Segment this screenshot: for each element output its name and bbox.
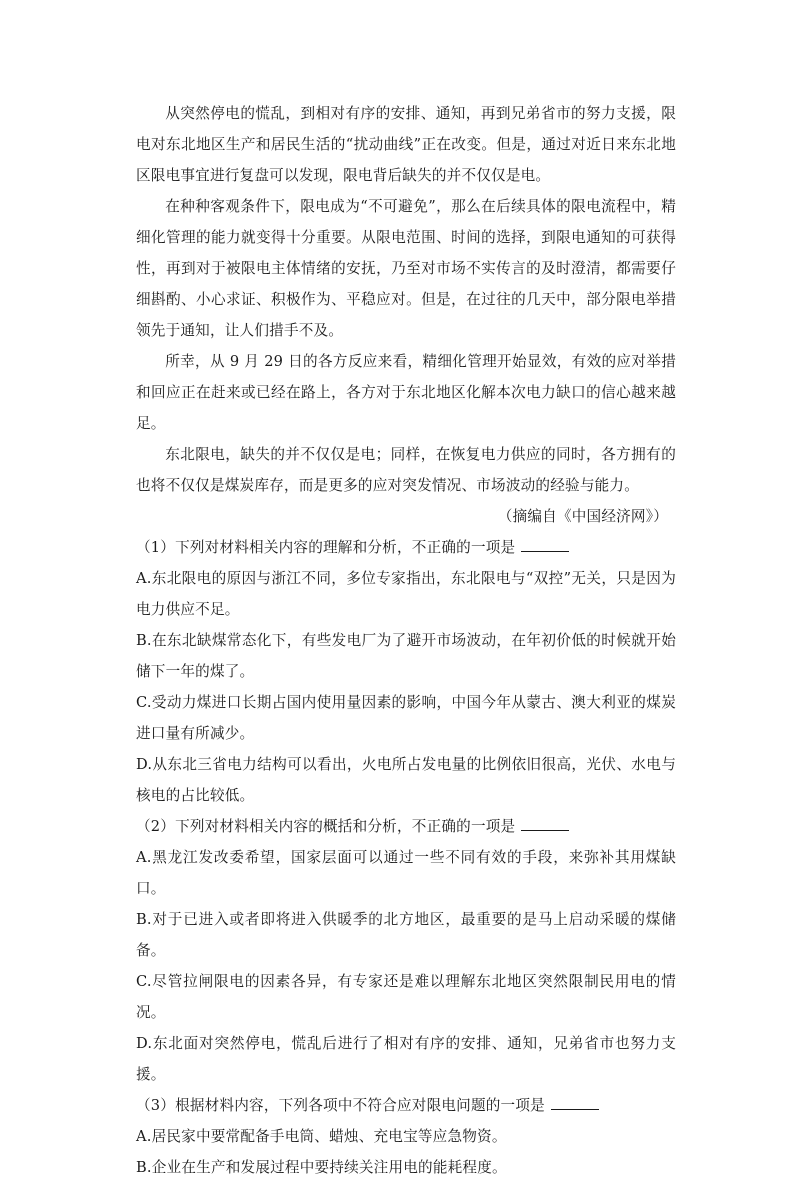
question-3-stem: （3）根据材料内容，下列各项中不符合应对限电问题的一项是 <box>136 1097 545 1114</box>
question-2-option-a: A.黑龙江发改委希望，国家层面可以通过一些不同有效的手段，来弥补其用煤缺口。 <box>136 849 676 897</box>
question-3-option-b: B.企业在生产和发展过程中要持续关注用电的能耗程度。 <box>136 1159 507 1176</box>
answer-blank <box>521 818 569 831</box>
answer-blank <box>521 539 569 552</box>
passage-paragraph-3: 所幸，从 9 月 29 日的各方反应来看，精细化管理开始显效，有效的应对举措和回应正在赶来或已经在路上，各方对于东北地区化解本次电力缺口的信心越来越足。 <box>136 353 676 432</box>
question-1-option-d: D.从东北三省电力结构可以看出，火电所占发电量的比例依旧很高，光伏、水电与核电的占比较低。 <box>136 756 676 804</box>
question-2 <box>136 811 676 1090</box>
question-1-option-a: A.东北限电的原因与浙江不同，多位专家指出，东北限电与“双控”无关，只是因为电力供应不足。 <box>136 570 676 618</box>
answer-blank <box>551 1097 599 1110</box>
question-2-option-c: C.尽管拉闸限电的因素各异，有专家还是难以理解东北地区突然限制民用电的情况。 <box>136 973 676 1021</box>
question-1-option-b: B.在东北缺煤常态化下，有些发电厂为了避开市场波动，在年初价低的时候就开始储下一年的煤了。 <box>136 632 676 680</box>
question-2-stem: （2）下列对材料相关内容的概括和分析，不正确的一项是 <box>136 818 516 835</box>
question-1-stem: （1）下列对材料相关内容的理解和分析，不正确的一项是 <box>136 539 516 556</box>
question-3-option-a: A.居民家中要常配备手电筒、蜡烛、充电宝等应急物资。 <box>136 1128 507 1145</box>
question-2-option-d: D.东北面对突然停电，慌乱后进行了相对有序的安排、通知，兄弟省市也努力支援。 <box>136 1035 676 1083</box>
question-3 <box>136 1090 676 1183</box>
question-1-option-c: C.受动力煤进口长期占国内使用量因素的影响，中国今年从蒙古、澳大利亚的煤炭进口量有所减少。 <box>136 694 676 742</box>
passage-paragraph-2: 在种种客观条件下，限电成为“不可避免”，那么在后续具体的限电流程中，精细化管理的能力就变得十分重要。从限电范围、时间的选择，到限电通知的可获得性，再到对于被限电主体情绪的安抚，乃至对市场不实传言的及时澄清，都需要仔细斟酌、小心求证、积极作为、平稳应对。但是，在过往的几天中，部分限电举措领先于通知，让人们措手不及。 <box>136 198 676 339</box>
passage-paragraph-4: 东北限电，缺失的并不仅仅是电；同样，在恢复电力供应的同时，各方拥有的也将不仅仅是煤炭库存，而是更多的应对突发情况、市场波动的经验与能力。 <box>136 446 676 494</box>
passage-source: （摘编自《中国经济网》） <box>497 508 668 525</box>
question-1 <box>136 532 676 811</box>
question-2-option-b: B.对于已进入或者即将进入供暖季的北方地区，最重要的是马上启动采暖的煤储备。 <box>136 911 676 959</box>
passage-paragraph-1: 从突然停电的慌乱，到相对有序的安排、通知，再到兄弟省市的努力支援，限电对东北地区生产和居民生活的“扰动曲线”正在改变。但是，通过对近日来东北地区限电事宜进行复盘可以发现，限电背后缺失的并不仅仅是电。 <box>136 105 676 184</box>
passage-body <box>136 98 676 1183</box>
